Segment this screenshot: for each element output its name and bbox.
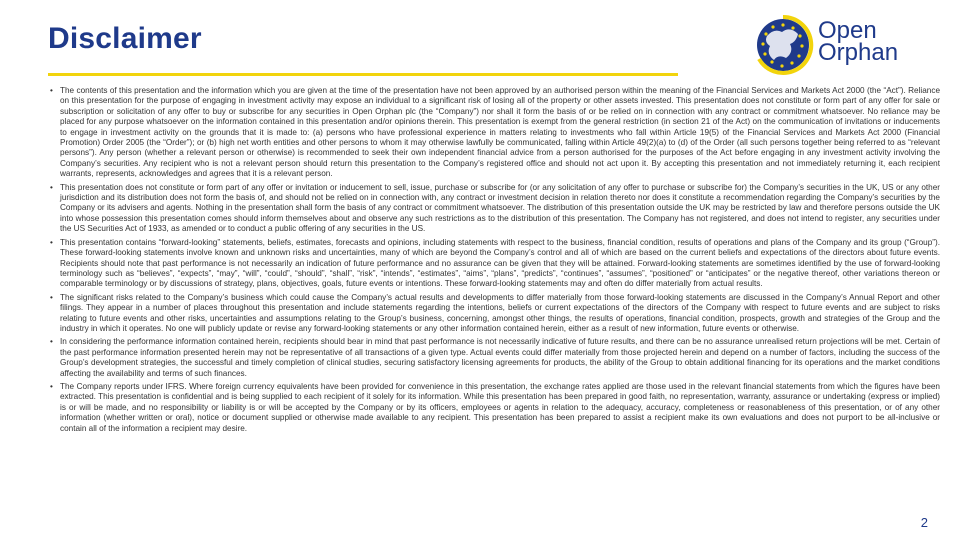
- bullet-text: In considering the performance information contained herein, recipients should bear in mind that past performance is not necessarily indicative of future results, and there can be no assurance unrealised return projections will be met. Certain of the past performance information presented herein may not be representative of all transactions of a given type. Actual events could differ materially from those projected herein and depend on a number of factors, including the success of the Group’s development strategies, the successful and timely completion of clinical studies, securing satisfactory licensing agreements for products, the ability of the Group to obtain additional financing for its operations and the market conditions affecting the availability and terms of such finances.: [60, 337, 940, 378]
- bullet-text: The significant risks related to the Company’s business which could cause the Company’s actual results and developments to differ materially from those forward-looking statements are discussed in the Company’s Annual Report and other filings. They appear in a number of places throughout this presentation and include statements regarding the intentions, beliefs or current expectations of the directors of the Company with respect to future events and are subject to risks relating to future events and other risks, uncertainties and assumptions relating to the Group’s business, concerning, amongst other things, the results of operations, financial condition, prospects, growth and strategies of the Group and the industry in which it operates. No one will publicly update or revise any forward-looking statements or any other information contained herein, either as a result of new information, future events or otherwise.: [60, 292, 940, 333]
- bullet-dot-icon: •: [50, 182, 53, 192]
- logo-globe-icon: [752, 14, 814, 76]
- bullet-text: The contents of this presentation and the information which you are given at the time of the presentation have not been approved by an authorised person within the meaning of the Financial Services and Markets Act 2000 (the “Act”). Reliance on this presentation for the purpose of engaging in investment activity may expose an individual to a significant risk of losing all of the property or other assets invested. This presentation does not constitute or form part of any offer for sale or subscription or solicitation of any offer to buy or subscribe for any securities in Open Orphan plc (the “Company”) nor shall it form the basis of or be relied on in connection with any contract or commitment whatsoever. No reliance may be placed for any purpose whatsoever on the information contained in this presentation and/or opinions therein. This presentation is exempt from the general restriction (in section 21 of the Act) on the communication of invitations or inducements to engage in investment activity on the grounds that it is made to: (a) persons who have professional experience in matters relating to investments who fall within Article 19(5) of the Financial Services and Markets Act 2000 (Financial Promotion) Order 2005 (the “Order”); or (b) high net worth entities and other persons to whom it may otherwise lawfully be communicated, falling within Article 49(2)(a) to (d) of the Order (all such persons together being referred to as “relevant persons”). Any person (whether a relevant person or otherwise) is recommended to seek their own independent financial advice from a person authorised for the purposes of the Act before engaging in any investment activity involving the Company’s securities. Any recipient who is not a relevant person should return this presentation to the Company’s registered office and should not act upon it. By accepting this presentation and not immediately returning it, each recipient warrants, represents, acknowledges and agrees that it is a relevant person.: [60, 86, 940, 179]
- bullet-dot-icon: •: [50, 292, 53, 302]
- disclaimer-bullet: [50, 337, 940, 379]
- logo-line-1: Open: [818, 17, 877, 44]
- bullet-dot-icon: •: [50, 381, 53, 391]
- disclaimer-bullet: [50, 86, 940, 180]
- bullet-text: This presentation contains “forward-looking” statements, beliefs, estimates, forecasts and opinions, including statements with respect to the business, financial condition, results of operations and plans of the Company and its group (“Group”). These forward-looking statements involve known and unknown risks and uncertainties, many of which are beyond the Company’s control and all of which are based on the current beliefs and expectations of the directors about future events. Recipients should note that past performance is not necessarily an indication of future performance and no assurance can be given that they will be attained. Forward-looking statements are sometimes identified by the use of forward-looking terminology such as “believes”, “expects”, “may”, “will”, “could”, “should”, “shall”, “risk”, “intends”, “estimates”, “aims”, “plans”, “predicts”, “continues”, “assumes”, “positioned” or “anticipates” or the negative thereof, other variations thereon or comparable terminology or by discussions of strategy, plans, objectives, goals, future events or intentions. These forward-looking statements may and often do differ materially from actual results.: [60, 237, 940, 289]
- disclaimer-bullet: [50, 293, 940, 335]
- bullet-dot-icon: •: [50, 237, 53, 247]
- bullet-dot-icon: •: [50, 86, 53, 95]
- logo-line-2: Orphan: [818, 39, 899, 66]
- page-title: Disclaimer: [48, 22, 202, 55]
- title-underline: [48, 73, 678, 76]
- company-logo: [752, 14, 922, 76]
- logo-wordmark: [818, 17, 899, 66]
- bullet-dot-icon: •: [50, 337, 53, 347]
- disclaimer-bullet: [50, 238, 940, 290]
- bullet-text: This presentation does not constitute or form part of any offer or invitation or inducement to sell, issue, purchase or subscribe for (or any solicitation of any offer to purchase or subscribe for) the Company’s securities in the UK, US or any other jurisdiction and its distribution does not form the basis of, and should not be relied on in connection with, any contract or investment decision in relation thereto nor does it constitute a recommendation regarding the Company’s securities by the Company or its advisers and agents. Nothing in the presentation shall form the basis of any contract or commitment whatsoever. The distribution of this presentation outside the UK may be restricted by law and therefore persons outside the UK into whose possession this presentation comes should inform themselves about and observe any such restrictions as to the distribution of this presentation. The Company has not registered, and does not intend to register, any securities under the US Securities Act of 1933, as amended or to conduct a public offering of any securities in the US.: [60, 182, 940, 234]
- disclaimer-bullet: [50, 382, 940, 434]
- disclaimer-body: [50, 86, 940, 437]
- bullet-text: The Company reports under IFRS. Where foreign currency equivalents have been provided for convenience in this presentation, the exchange rates applied are those used in the relevant financial statements from which the figures have been extracted. This presentation is confidential and is being supplied to each recipient of it solely for its information. While this presentation has been prepared in good faith, no representation, warranty, assurance or undertaking (express or implied) is or will be made, and no responsibility or liability is or will be accepted by the Company or by its officers, employees or agents in relation to the adequacy, accuracy, completeness or reasonableness of this presentation, or of any other information (whether written or oral), notice or document supplied or otherwise made available to any recipient. This presentation has been prepared to assist a recipient make its own evaluations and does not purport to be all-inclusive or contain all of the information a recipient may desire.: [60, 381, 940, 433]
- disclaimer-bullet: [50, 183, 940, 235]
- page-number: 2: [920, 515, 928, 530]
